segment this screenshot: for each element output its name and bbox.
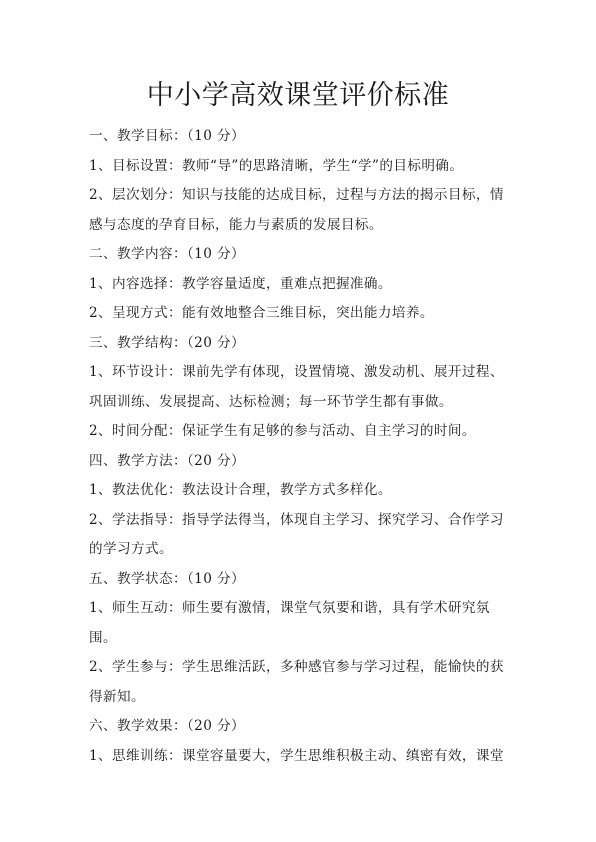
body-line: 2、时间分配：保证学生有足够的参与活动、自主学习的时间。 bbox=[89, 423, 476, 439]
body-line: 得新知。 bbox=[89, 688, 145, 705]
section-heading: 六、教学效果：（20 分） bbox=[89, 718, 245, 734]
section-heading: 五、教学状态：（10 分） bbox=[89, 570, 245, 587]
body-line: 1、目标设置：教师“导”的思路清晰，学生“学”的目标明确。 bbox=[89, 157, 464, 174]
body-line: 2、学生参与：学生思维活跃，多种感官参与学习过程，能愉快的获 bbox=[89, 659, 504, 675]
body-line: 1、教法优化：教法设计合理，教学方式多样化。 bbox=[89, 482, 392, 498]
section-heading: 四、教学方法：（20 分） bbox=[89, 452, 245, 469]
body-line: 巩固训练、发展提高、达标检测；每一环节学生都有事做。 bbox=[89, 393, 453, 410]
body-line: 1、师生互动：师生要有激情，课堂气氛要和谐，具有学术研究氛围。 bbox=[89, 600, 490, 646]
body-line: 2、呈现方式：能有效地整合三维目标，突出能力培养。 bbox=[89, 305, 434, 321]
body-line: 1、内容选择：教学容量适度，重难点把握准确。 bbox=[89, 275, 392, 292]
document-title: 中小学高效课堂评价标准 bbox=[146, 80, 450, 111]
document-body bbox=[89, 122, 507, 771]
body-line: 2、学法指导：指导学法得当，体现自主学习、探究学习、合作学习 bbox=[89, 511, 504, 528]
section-heading: 一、教学目标：（10 分） bbox=[89, 128, 245, 144]
section-heading: 三、教学结构：（20 分） bbox=[89, 334, 245, 351]
section-heading: 二、教学内容：（10 分） bbox=[89, 246, 245, 262]
body-line: 感与态度的孕育目标，能力与素质的发展目标。 bbox=[89, 216, 383, 233]
body-line: 的学习方式。 bbox=[89, 541, 173, 557]
body-line: 1、环节设计：课前先学有体现，设置情境、激发动机、展开过程、 bbox=[89, 364, 504, 380]
body-line: 2、层次划分：知识与技能的达成目标，过程与方法的揭示目标，情 bbox=[89, 187, 504, 203]
body-line: 1、思维训练：课堂容量要大，学生思维积极主动、缜密有效，课堂 bbox=[89, 747, 504, 764]
